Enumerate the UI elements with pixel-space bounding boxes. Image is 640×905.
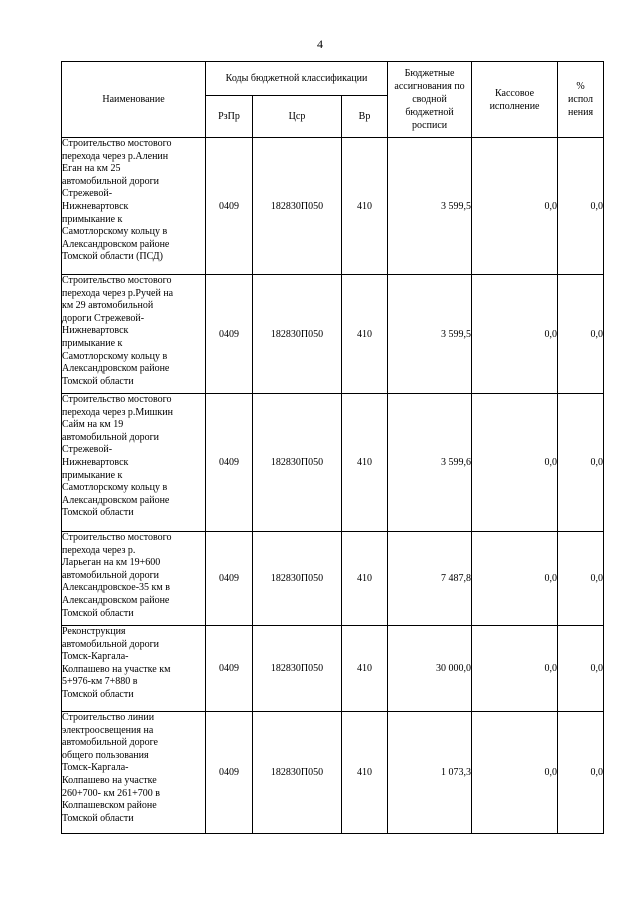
row-name-line: примыкание к xyxy=(62,337,123,349)
row-rzpr: 0409 xyxy=(206,626,253,712)
row-name-line: автомобильной дороги xyxy=(62,175,160,187)
header-rzpr: РзПр xyxy=(206,96,253,138)
row-vr: 410 xyxy=(342,394,388,532)
row-execution: 0,0 xyxy=(472,275,558,394)
row-name-line: 5+976-км 7+880 в xyxy=(62,676,138,688)
row-name-line: Стрежевой- xyxy=(62,188,113,200)
row-rzpr: 0409 xyxy=(206,394,253,532)
row-execution: 0,0 xyxy=(472,532,558,626)
row-vr: 410 xyxy=(342,712,388,834)
row-name xyxy=(62,626,206,712)
table-body xyxy=(62,138,604,834)
row-name-line: Самотлорскому кольцу в xyxy=(62,482,168,494)
row-rzpr: 0409 xyxy=(206,275,253,394)
row-name-line: автомобильной дороги xyxy=(62,431,160,443)
row-csr: 182830П050 xyxy=(253,626,342,712)
header-allocations-text: Бюджетные ассигнования по сводной бюджетной росписи xyxy=(394,68,465,131)
row-allocation: 3 599,5 xyxy=(388,138,472,275)
row-percent: 0,0 xyxy=(558,712,604,834)
header-name: Наименование xyxy=(62,62,206,138)
budget-table xyxy=(61,61,604,834)
row-name-line: примыкание к xyxy=(62,469,123,481)
row-name-line: Строительство мостового xyxy=(62,275,172,286)
row-name-line: км 29 автомобильной xyxy=(62,300,154,312)
row-name-line: Нижневартовск xyxy=(62,456,129,468)
row-name-line: перехода через р.Аленин xyxy=(62,150,169,162)
row-csr: 182830П050 xyxy=(253,275,342,394)
header-vr: Вр xyxy=(342,96,388,138)
row-csr: 182830П050 xyxy=(253,394,342,532)
header-allocations xyxy=(388,62,472,138)
row-vr: 410 xyxy=(342,138,388,275)
row-name-line: электроосвещения на xyxy=(62,724,154,736)
row-name-line: Колпашево на участке км xyxy=(62,663,171,675)
row-csr: 182830П050 xyxy=(253,532,342,626)
row-name xyxy=(62,394,206,532)
row-name-line: Строительство мостового xyxy=(62,394,172,405)
row-name xyxy=(62,138,206,275)
row-name-line: Нижневартовск xyxy=(62,200,129,212)
row-name-line: перехода через р.Ручей на xyxy=(62,287,174,299)
row-name-line: перехода через р.Мишкин xyxy=(62,406,173,418)
row-csr: 182830П050 xyxy=(253,712,342,834)
header-csr: Цср xyxy=(253,96,342,138)
row-name-line: Александровском районе xyxy=(62,238,170,250)
row-name-line: Строительство мостового xyxy=(62,138,172,149)
row-name-line: Строительство мостового xyxy=(62,532,172,543)
row-name-line: 260+700- км 261+700 в xyxy=(62,787,161,799)
row-allocation: 3 599,6 xyxy=(388,394,472,532)
row-name-line: дороги Стрежевой- xyxy=(62,312,145,324)
header-execution-text: Кассовое исполнение xyxy=(489,87,540,112)
row-vr: 410 xyxy=(342,626,388,712)
row-name-line: Реконструкция xyxy=(62,626,126,637)
row-name-line: автомобильной дороги xyxy=(62,638,160,650)
row-percent: 0,0 xyxy=(558,394,604,532)
row-name xyxy=(62,532,206,626)
row-name-line: Ларьеган на км 19+600 xyxy=(62,557,161,569)
row-name-line: Томск-Каргала- xyxy=(62,651,129,663)
row-name-line: Александровском районе xyxy=(62,363,170,375)
row-name-line: Томской области xyxy=(62,688,134,700)
header-percent xyxy=(558,62,604,138)
page-number: 4 xyxy=(317,37,323,51)
row-rzpr: 0409 xyxy=(206,138,253,275)
row-name-line: Нижневартовск xyxy=(62,325,129,337)
row-vr: 410 xyxy=(342,275,388,394)
row-percent: 0,0 xyxy=(558,532,604,626)
row-allocation: 1 073,3 xyxy=(388,712,472,834)
row-name-line: Томской области xyxy=(62,812,134,824)
row-name-line: Томской области xyxy=(62,507,134,519)
row-name-line: Томской области (ПСД) xyxy=(62,251,163,263)
row-name-line: Александровском районе xyxy=(62,594,170,606)
row-csr: 182830П050 xyxy=(253,138,342,275)
row-name-line: Томской области xyxy=(62,607,134,619)
row-execution: 0,0 xyxy=(472,712,558,834)
row-name-line: Сайм на км 19 xyxy=(62,419,124,431)
row-name-line: Александровском районе xyxy=(62,494,170,506)
row-name-line: Строительство линии xyxy=(62,712,155,723)
row-name-line: Еган на км 25 xyxy=(62,163,121,175)
row-name-line: Самотлорскому кольцу в xyxy=(62,350,168,362)
row-rzpr: 0409 xyxy=(206,532,253,626)
row-name-line: Александровское-35 км в xyxy=(62,582,170,594)
header-codes: Коды бюджетной классификации xyxy=(206,62,388,96)
row-name-line: общего пользования xyxy=(62,749,149,761)
row-name-line: автомобильной дороге xyxy=(62,737,158,749)
row-rzpr: 0409 xyxy=(206,712,253,834)
row-percent: 0,0 xyxy=(558,138,604,275)
row-percent: 0,0 xyxy=(558,626,604,712)
row-name-line: перехода через р. xyxy=(62,544,136,556)
row-name-line: Стрежевой- xyxy=(62,444,113,456)
row-name-line: Томск-Каргала- xyxy=(62,762,129,774)
table-row xyxy=(62,626,604,712)
header-execution xyxy=(472,62,558,138)
row-name-line: примыкание к xyxy=(62,213,123,225)
row-name-line: автомобильной дороги xyxy=(62,569,160,581)
row-allocation: 7 487,8 xyxy=(388,532,472,626)
row-name xyxy=(62,712,206,834)
row-execution: 0,0 xyxy=(472,138,558,275)
row-name-line: Самотлорскому кольцу в xyxy=(62,226,168,238)
row-name-line: Томской области xyxy=(62,375,134,387)
row-execution: 0,0 xyxy=(472,626,558,712)
row-name-line: Колпашево на участке xyxy=(62,774,157,786)
row-allocation: 3 599,5 xyxy=(388,275,472,394)
table-row xyxy=(62,532,604,626)
table-row xyxy=(62,138,604,275)
table-row xyxy=(62,712,604,834)
row-percent: 0,0 xyxy=(558,275,604,394)
header-percent-text: % испол нения xyxy=(567,81,594,118)
row-allocation: 30 000,0 xyxy=(388,626,472,712)
row-name xyxy=(62,275,206,394)
row-name-line: Колпашевском районе xyxy=(62,800,157,812)
row-vr: 410 xyxy=(342,532,388,626)
table-row xyxy=(62,394,604,532)
row-execution: 0,0 xyxy=(472,394,558,532)
table-row xyxy=(62,275,604,394)
